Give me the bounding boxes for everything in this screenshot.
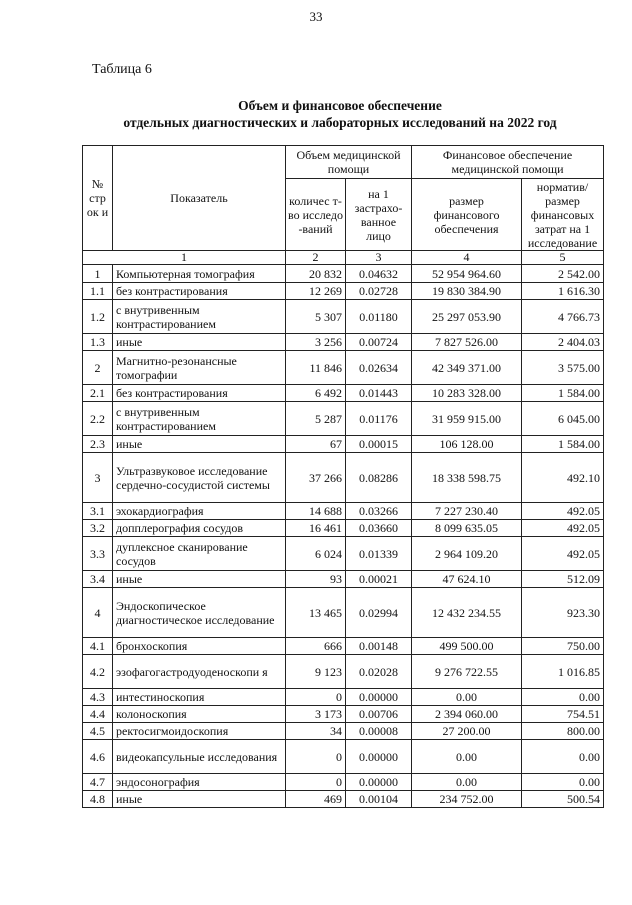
per-insured-cell: 0.04632 [346,265,412,283]
header-finance-group: Финансовое обеспечение медицинской помощи [412,146,604,179]
per-insured-cell: 0.02994 [346,588,412,638]
norm-cell: 0.00 [522,689,604,706]
row-number-cell: 1.2 [83,300,113,334]
table-row [83,537,604,571]
table-row [83,300,604,334]
amount-cell: 2 964 109.20 [412,537,522,571]
amount-cell: 10 283 328.00 [412,385,522,402]
quantity-cell: 37 266 [286,453,346,503]
table-row [83,265,604,283]
title-line-1: Объем и финансовое обеспечение [238,98,442,113]
amount-cell: 18 338 598.75 [412,453,522,503]
norm-cell: 1 584.00 [522,436,604,453]
indicator-cell: Магнитно-резонансные томографии [113,351,286,385]
row-number-cell: 4.6 [83,740,113,774]
indicator-cell: иные [113,334,286,351]
column-number-1: 1 [83,251,286,265]
norm-cell: 754.51 [522,706,604,723]
row-number-cell: 4.5 [83,723,113,740]
row-number-cell: 4 [83,588,113,638]
amount-cell: 25 297 053.90 [412,300,522,334]
table-row [83,520,604,537]
page-number: 33 [309,9,323,24]
table-row [83,706,604,723]
amount-cell: 106 128.00 [412,436,522,453]
header-volume-group: Объем медицинской помощи [286,146,412,179]
per-insured-cell: 0.00015 [346,436,412,453]
per-insured-cell: 0.01176 [346,402,412,436]
row-number-cell: 3 [83,453,113,503]
column-number-5: 5 [522,251,604,265]
header-row-no: № стр ок и [83,146,113,251]
amount-cell: 12 432 234.55 [412,588,522,638]
quantity-cell: 34 [286,723,346,740]
indicator-cell: иные [113,571,286,588]
amount-cell: 0.00 [412,740,522,774]
column-number-2: 2 [286,251,346,265]
amount-cell: 2 394 060.00 [412,706,522,723]
quantity-cell: 6 492 [286,385,346,402]
per-insured-cell: 0.01443 [346,385,412,402]
indicator-cell: с внутривенным контрастированием [113,402,286,436]
table-body [83,265,604,808]
quantity-cell: 6 024 [286,537,346,571]
indicator-cell: Ультразвуковое исследование сердечно-сосудистой системы [113,453,286,503]
indicator-cell: без контрастирования [113,283,286,300]
per-insured-cell: 0.00104 [346,791,412,808]
quantity-cell: 5 307 [286,300,346,334]
per-insured-cell: 0.08286 [346,453,412,503]
table-row [83,334,604,351]
per-insured-cell: 0.00000 [346,774,412,791]
row-number-cell: 1 [83,265,113,283]
row-number-cell: 2.3 [83,436,113,453]
table-row [83,638,604,655]
table-row [83,588,604,638]
per-insured-cell: 0.02028 [346,655,412,689]
norm-cell: 492.10 [522,453,604,503]
indicator-cell: допплерография сосудов [113,520,286,537]
norm-cell: 1 616.30 [522,283,604,300]
row-number-cell: 4.4 [83,706,113,723]
quantity-cell: 67 [286,436,346,453]
per-insured-cell: 0.02634 [346,351,412,385]
row-number-cell: 4.2 [83,655,113,689]
norm-cell: 2 542.00 [522,265,604,283]
quantity-cell: 16 461 [286,520,346,537]
quantity-cell: 14 688 [286,503,346,520]
table-row [83,655,604,689]
amount-cell: 31 959 915.00 [412,402,522,436]
amount-cell: 7 227 230.40 [412,503,522,520]
norm-cell: 0.00 [522,740,604,774]
table-row [83,351,604,385]
row-number-cell: 1.3 [83,334,113,351]
row-number-cell: 2.1 [83,385,113,402]
norm-cell: 6 045.00 [522,402,604,436]
indicator-cell: без контрастирования [113,385,286,402]
table-row [83,283,604,300]
quantity-cell: 666 [286,638,346,655]
norm-cell: 3 575.00 [522,351,604,385]
norm-cell: 2 404.03 [522,334,604,351]
quantity-cell: 3 173 [286,706,346,723]
indicator-cell: Компьютерная томография [113,265,286,283]
amount-cell: 47 624.10 [412,571,522,588]
norm-cell: 800.00 [522,723,604,740]
table-label: Таблица 6 [92,62,152,77]
per-insured-cell: 0.03660 [346,520,412,537]
column-number-4: 4 [412,251,522,265]
data-table [82,145,604,808]
indicator-cell: бронхоскопия [113,638,286,655]
header-quantity: количес т-во исследо -ваний [286,179,346,251]
indicator-cell: эндосонография [113,774,286,791]
indicator-cell: колоноскопия [113,706,286,723]
amount-cell: 19 830 384.90 [412,283,522,300]
row-number-cell: 4.1 [83,638,113,655]
norm-cell: 0.00 [522,774,604,791]
amount-cell: 0.00 [412,689,522,706]
row-number-cell: 3.2 [83,520,113,537]
indicator-cell: дуплексное сканирование сосудов [113,537,286,571]
row-number-cell: 4.7 [83,774,113,791]
table-row [83,436,604,453]
norm-cell: 923.30 [522,588,604,638]
table-row [83,571,604,588]
quantity-cell: 13 465 [286,588,346,638]
per-insured-cell: 0.00008 [346,723,412,740]
norm-cell: 492.05 [522,537,604,571]
quantity-cell: 11 846 [286,351,346,385]
quantity-cell: 9 123 [286,655,346,689]
amount-cell: 7 827 526.00 [412,334,522,351]
quantity-cell: 12 269 [286,283,346,300]
table-row [83,402,604,436]
per-insured-cell: 0.03266 [346,503,412,520]
row-number-cell: 2 [83,351,113,385]
row-number-cell: 4.8 [83,791,113,808]
indicator-cell: видеокапсульные исследования [113,740,286,774]
header-indicator: Показатель [113,146,286,251]
per-insured-cell: 0.00148 [346,638,412,655]
norm-cell: 512.09 [522,571,604,588]
header-amount: размер финансового обеспечения [412,179,522,251]
indicator-cell: эзофагогастродуоденоскопи я [113,655,286,689]
row-number-cell: 4.3 [83,689,113,706]
amount-cell: 52 954 964.60 [412,265,522,283]
per-insured-cell: 0.00000 [346,740,412,774]
amount-cell: 42 349 371.00 [412,351,522,385]
indicator-cell: Эндоскопическое диагностическое исследование [113,588,286,638]
quantity-cell: 0 [286,740,346,774]
amount-cell: 8 099 635.05 [412,520,522,537]
row-number-cell: 3.4 [83,571,113,588]
amount-cell: 27 200.00 [412,723,522,740]
indicator-cell: иные [113,791,286,808]
quantity-cell: 3 256 [286,334,346,351]
indicator-cell: иные [113,436,286,453]
quantity-cell: 469 [286,791,346,808]
table-row [83,385,604,402]
per-insured-cell: 0.01339 [346,537,412,571]
table-row [83,740,604,774]
table-row [83,723,604,740]
row-number-cell: 3.1 [83,503,113,520]
per-insured-cell: 0.00706 [346,706,412,723]
header-norm: норматив/ размер финансовых затрат на 1 исследование [522,179,604,251]
per-insured-cell: 0.02728 [346,283,412,300]
quantity-cell: 20 832 [286,265,346,283]
amount-cell: 234 752.00 [412,791,522,808]
norm-cell: 500.54 [522,791,604,808]
norm-cell: 750.00 [522,638,604,655]
table-row [83,774,604,791]
quantity-cell: 5 287 [286,402,346,436]
per-insured-cell: 0.00000 [346,689,412,706]
amount-cell: 499 500.00 [412,638,522,655]
table-row [83,453,604,503]
norm-cell: 1 016.85 [522,655,604,689]
per-insured-cell: 0.00021 [346,571,412,588]
amount-cell: 0.00 [412,774,522,791]
indicator-cell: интестиноскопия [113,689,286,706]
header-per-insured: на 1 застрахо- ванное лицо [346,179,412,251]
title-line-2: отдельных диагностических и лабораторных исследований на 2022 год [123,115,557,130]
norm-cell: 492.05 [522,503,604,520]
indicator-cell: ректосигмоидоскопия [113,723,286,740]
quantity-cell: 0 [286,689,346,706]
quantity-cell: 0 [286,774,346,791]
norm-cell: 492.05 [522,520,604,537]
row-number-cell: 2.2 [83,402,113,436]
indicator-cell: с внутривенным контрастированием [113,300,286,334]
table-row [83,503,604,520]
row-number-cell: 3.3 [83,537,113,571]
quantity-cell: 93 [286,571,346,588]
table-row [83,791,604,808]
indicator-cell: эхокардиография [113,503,286,520]
norm-cell: 1 584.00 [522,385,604,402]
per-insured-cell: 0.00724 [346,334,412,351]
table-row [83,689,604,706]
per-insured-cell: 0.01180 [346,300,412,334]
table-title [60,97,620,131]
row-number-cell: 1.1 [83,283,113,300]
amount-cell: 9 276 722.55 [412,655,522,689]
column-number-3: 3 [346,251,412,265]
norm-cell: 4 766.73 [522,300,604,334]
